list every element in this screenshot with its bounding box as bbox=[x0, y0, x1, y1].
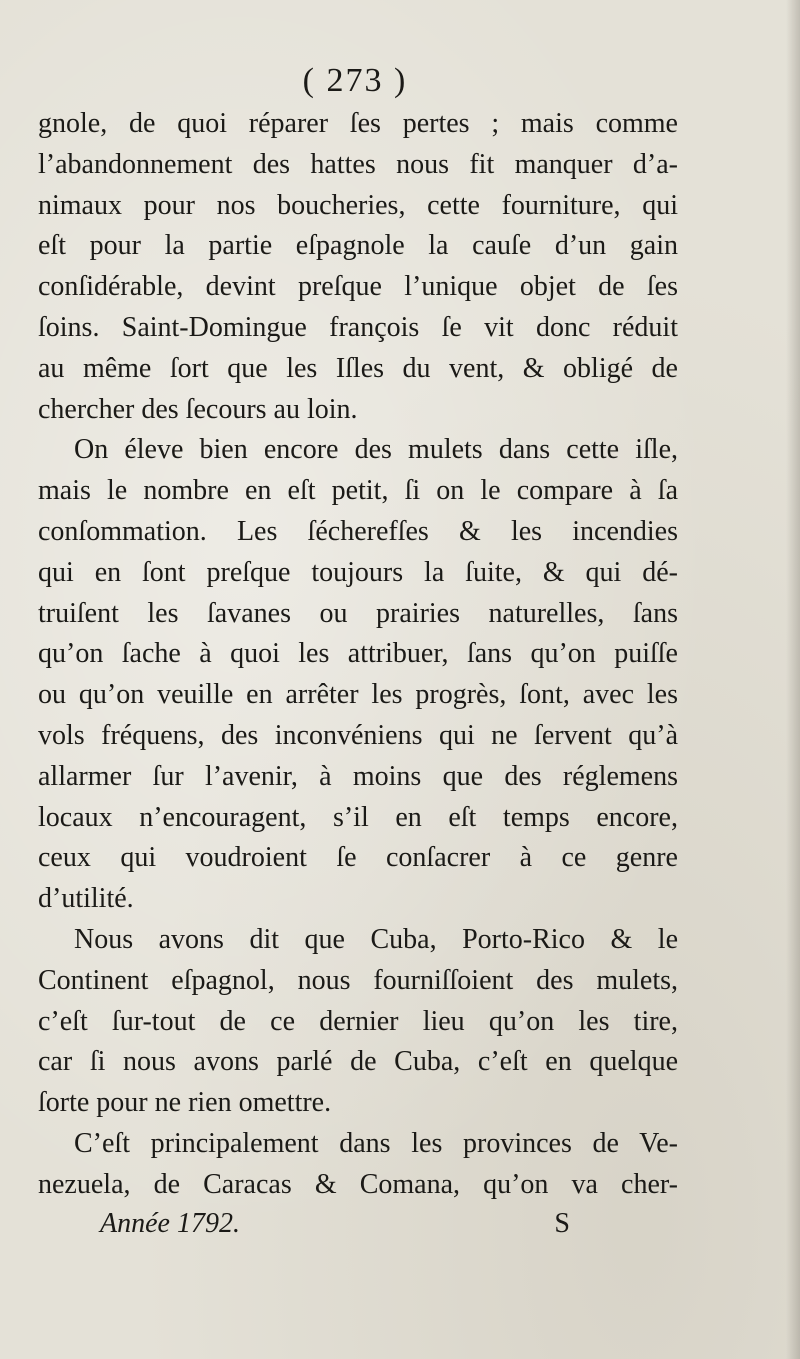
text-line: nezuela, de Caracas & Comana, qu’on va cher- bbox=[38, 1168, 678, 1200]
text-line: au même ſort que les Iſles du vent, & obligé de bbox=[38, 352, 678, 384]
text-line: ſoins. Saint-Domingue françois ſe vit donc réduit bbox=[38, 311, 678, 343]
text-line: c’eſt ſur-tout de ce dernier lieu qu’on les tire, bbox=[38, 1005, 678, 1037]
text-line: truiſent les ſavanes ou prairies naturelles, ſans bbox=[38, 597, 678, 629]
text-line: ou qu’on veuille en arrêter les progrès, ſont, avec les bbox=[38, 679, 678, 711]
body-text bbox=[38, 104, 678, 1206]
text-line: vols fréquens, des inconvéniens qui ne ſervent qu’à bbox=[38, 719, 678, 751]
page-footer bbox=[100, 1208, 570, 1250]
text-line: d’utilité. bbox=[38, 883, 134, 915]
signature-mark: S bbox=[554, 1208, 570, 1239]
text-line: Nous avons dit que Cuba, Porto-Rico & le bbox=[74, 923, 678, 955]
text-line: ſorte pour ne rien omettre. bbox=[38, 1087, 332, 1119]
page-edge-shadow bbox=[786, 0, 800, 1359]
page-number: ( 273 ) bbox=[302, 62, 408, 99]
text-line: mais le nombre en eſt petit, ſi on le compare à ſa bbox=[38, 475, 678, 507]
text-line: gnole, de quoi réparer ſes pertes ; mais comme bbox=[38, 108, 678, 139]
text-line: conſommation. Les ſécherefſes & les incendies bbox=[38, 515, 678, 547]
text-line: conſidérable, devint preſque l’unique objet de ſes bbox=[38, 271, 678, 303]
text-line: On éleve bien encore des mulets dans cette iſle, bbox=[74, 434, 678, 466]
text-line: nimaux pour nos boucheries, cette fourniture, qui bbox=[38, 189, 678, 221]
text-line: chercher des ſecours au loin. bbox=[38, 393, 358, 425]
text-line: Continent eſpagnol, nous fourniſſoient des mulets, bbox=[38, 964, 678, 996]
text-line: car ſi nous avons parlé de Cuba, c’eſt en quelque bbox=[38, 1046, 678, 1078]
text-line: allarmer ſur l’avenir, à moins que des réglemens bbox=[38, 760, 678, 792]
text-line: locaux n’encouragent, s’il en eſt temps encore, bbox=[38, 801, 678, 833]
text-line: eſt pour la partie eſpagnole la cauſe d’un gain bbox=[38, 230, 678, 262]
text-line: qu’on ſache à quoi les attribuer, ſans qu’on puiſſe bbox=[38, 638, 678, 670]
text-line: qui en ſont preſque toujours la ſuite, & qui dé- bbox=[38, 556, 678, 588]
text-line: ceux qui voudroient ſe conſacrer à ce genre bbox=[38, 842, 678, 874]
footer-year: Année 1792. bbox=[100, 1208, 240, 1239]
text-line: l’abandonnement des hattes nous fit manquer d’a- bbox=[38, 148, 678, 180]
text-line: C’eſt principalement dans les provinces de Ve- bbox=[74, 1127, 678, 1159]
